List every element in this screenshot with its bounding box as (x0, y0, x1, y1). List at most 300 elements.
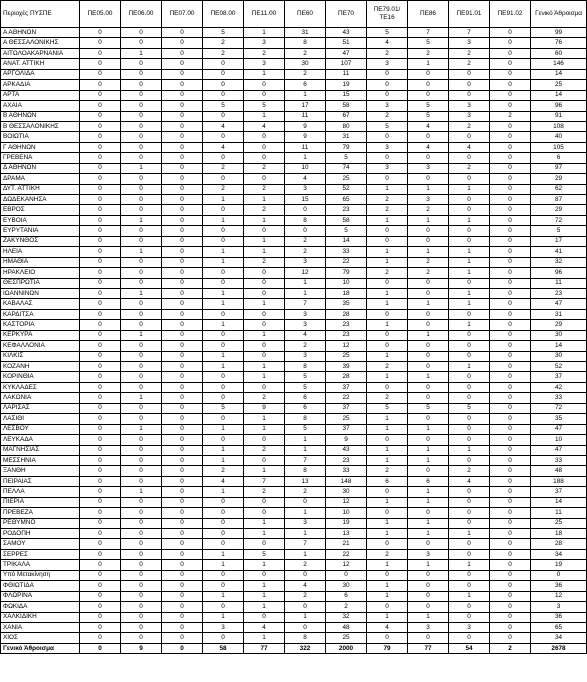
value-cell[interactable]: 1 (367, 247, 408, 257)
value-cell[interactable]: 0 (490, 560, 531, 570)
value-cell[interactable]: 1 (367, 497, 408, 507)
value-cell[interactable]: 0 (408, 539, 449, 549)
value-cell[interactable]: 0 (162, 309, 203, 319)
value-cell[interactable]: 0 (80, 320, 121, 330)
region-cell[interactable]: ΒΟΙΩΤΙΑ (1, 132, 80, 142)
value-cell[interactable]: 1 (408, 247, 449, 257)
value-cell[interactable]: 4 (203, 142, 244, 152)
value-cell[interactable]: 4 (408, 121, 449, 131)
value-cell[interactable]: 31 (326, 132, 367, 142)
value-cell[interactable]: 2 (285, 48, 326, 58)
value-cell[interactable]: 0 (449, 455, 490, 465)
value-cell[interactable]: 0 (244, 80, 285, 90)
value-cell[interactable]: 0 (162, 591, 203, 601)
value-cell[interactable]: 34 (531, 549, 587, 559)
value-cell[interactable]: 0 (121, 80, 162, 90)
value-cell[interactable]: 1 (449, 247, 490, 257)
value-cell[interactable]: 0 (162, 69, 203, 79)
value-cell[interactable]: 0 (490, 330, 531, 340)
value-cell[interactable]: 2 (285, 591, 326, 601)
total-cell[interactable]: 77 (244, 643, 285, 653)
value-cell[interactable]: 4 (244, 121, 285, 131)
region-cell[interactable]: ΛΕΣΒΟΥ (1, 424, 80, 434)
value-cell[interactable]: 39 (326, 362, 367, 372)
value-cell[interactable]: 3 (285, 518, 326, 528)
value-cell[interactable]: 79 (326, 268, 367, 278)
value-cell[interactable]: 1 (449, 184, 490, 194)
value-cell[interactable]: 1 (408, 560, 449, 570)
region-cell[interactable]: ΑΧΑΙΑ (1, 101, 80, 111)
value-cell[interactable]: 1 (244, 414, 285, 424)
value-cell[interactable]: 0 (203, 90, 244, 100)
value-cell[interactable]: 1 (244, 591, 285, 601)
value-cell[interactable]: 0 (80, 59, 121, 69)
value-cell[interactable]: 37 (326, 382, 367, 392)
value-cell[interactable]: 2 (408, 268, 449, 278)
value-cell[interactable]: 0 (408, 288, 449, 298)
value-cell[interactable]: 47 (531, 424, 587, 434)
value-cell[interactable]: 0 (449, 612, 490, 622)
value-cell[interactable]: 19 (326, 518, 367, 528)
value-cell[interactable]: 0 (121, 121, 162, 131)
value-cell[interactable]: 0 (449, 393, 490, 403)
value-cell[interactable]: 0 (490, 205, 531, 215)
value-cell[interactable]: 0 (367, 309, 408, 319)
value-cell[interactable]: 79 (326, 142, 367, 152)
value-cell[interactable]: 0 (203, 236, 244, 246)
value-cell[interactable]: 4 (203, 121, 244, 131)
value-cell[interactable]: 0 (490, 362, 531, 372)
value-cell[interactable]: 1 (408, 612, 449, 622)
region-cell[interactable]: ΡΟΔΟΠΗ (1, 529, 80, 539)
value-cell[interactable]: 0 (203, 508, 244, 518)
value-cell[interactable]: 10 (531, 435, 587, 445)
value-cell[interactable]: 1 (367, 299, 408, 309)
value-cell[interactable]: 15 (326, 90, 367, 100)
value-cell[interactable]: 31 (531, 309, 587, 319)
value-cell[interactable]: 14 (326, 236, 367, 246)
value-cell[interactable]: 0 (244, 132, 285, 142)
value-cell[interactable]: 8 (285, 466, 326, 476)
value-cell[interactable]: 1 (408, 445, 449, 455)
value-cell[interactable]: 1 (121, 393, 162, 403)
value-cell[interactable]: 0 (367, 487, 408, 497)
value-cell[interactable]: 0 (244, 341, 285, 351)
value-cell[interactable]: 0 (408, 309, 449, 319)
value-cell[interactable]: 0 (408, 591, 449, 601)
value-cell[interactable]: 0 (80, 69, 121, 79)
value-cell[interactable]: 0 (121, 268, 162, 278)
value-cell[interactable]: 0 (490, 529, 531, 539)
value-cell[interactable]: 35 (326, 299, 367, 309)
region-cell[interactable]: ΑΙΤΩΛΟΑΚΑΡΝΑΝΙΑ (1, 48, 80, 58)
value-cell[interactable]: 0 (490, 414, 531, 424)
value-cell[interactable]: 0 (490, 132, 531, 142)
value-cell[interactable]: 0 (80, 278, 121, 288)
value-cell[interactable]: 0 (244, 268, 285, 278)
region-cell[interactable]: Υπό Μετακίνηση (1, 570, 80, 580)
region-cell[interactable]: ΜΑΓΝΗΣΙΑΣ (1, 445, 80, 455)
value-cell[interactable]: 0 (203, 518, 244, 528)
total-label[interactable]: Γενικό Άθροισμα (1, 643, 80, 653)
value-cell[interactable]: 0 (490, 309, 531, 319)
value-cell[interactable]: 0 (285, 205, 326, 215)
value-cell[interactable]: 1 (285, 445, 326, 455)
value-cell[interactable]: 0 (449, 602, 490, 612)
value-cell[interactable]: 0 (121, 497, 162, 507)
value-cell[interactable]: 33 (531, 455, 587, 465)
total-cell[interactable]: 0 (162, 643, 203, 653)
value-cell[interactable]: 1 (367, 288, 408, 298)
value-cell[interactable]: 1 (449, 560, 490, 570)
region-cell[interactable]: ΚΟΡΙΝΘΙΑ (1, 372, 80, 382)
value-cell[interactable]: 0 (121, 226, 162, 236)
value-cell[interactable]: 47 (326, 48, 367, 58)
value-cell[interactable]: 0 (80, 497, 121, 507)
value-cell[interactable]: 48 (326, 622, 367, 632)
value-cell[interactable]: 28 (326, 372, 367, 382)
value-cell[interactable]: 11 (285, 111, 326, 121)
value-cell[interactable]: 30 (531, 330, 587, 340)
value-cell[interactable]: 0 (449, 90, 490, 100)
value-cell[interactable]: 0 (408, 362, 449, 372)
value-cell[interactable]: 13 (285, 476, 326, 486)
value-cell[interactable]: 0 (367, 570, 408, 580)
value-cell[interactable]: 9 (326, 435, 367, 445)
value-cell[interactable]: 0 (490, 90, 531, 100)
value-cell[interactable]: 0 (244, 435, 285, 445)
value-cell[interactable]: 0 (244, 508, 285, 518)
value-cell[interactable]: 30 (326, 487, 367, 497)
value-cell[interactable]: 2 (244, 205, 285, 215)
value-cell[interactable]: 1 (244, 518, 285, 528)
value-cell[interactable]: 1 (203, 299, 244, 309)
value-cell[interactable]: 37 (326, 424, 367, 434)
value-cell[interactable]: 0 (449, 570, 490, 580)
region-cell[interactable]: ΠΕΙΡΑΙΑΣ (1, 476, 80, 486)
value-cell[interactable]: 0 (80, 111, 121, 121)
value-cell[interactable]: 2 (367, 393, 408, 403)
value-cell[interactable]: 0 (203, 633, 244, 643)
value-cell[interactable]: 1 (367, 612, 408, 622)
value-cell[interactable]: 0 (408, 393, 449, 403)
value-cell[interactable]: 1 (244, 466, 285, 476)
value-cell[interactable]: 0 (244, 174, 285, 184)
value-cell[interactable]: 1 (203, 487, 244, 497)
value-cell[interactable]: 0 (121, 518, 162, 528)
value-cell[interactable]: 0 (80, 226, 121, 236)
value-cell[interactable]: 0 (80, 48, 121, 58)
value-cell[interactable]: 19 (326, 80, 367, 90)
value-cell[interactable]: 5 (408, 111, 449, 121)
value-cell[interactable]: 0 (285, 570, 326, 580)
value-cell[interactable]: 0 (162, 90, 203, 100)
value-cell[interactable]: 1 (449, 529, 490, 539)
value-cell[interactable]: 2 (408, 205, 449, 215)
value-cell[interactable]: 0 (80, 424, 121, 434)
total-cell[interactable]: 2678 (531, 643, 587, 653)
value-cell[interactable]: 23 (326, 455, 367, 465)
value-cell[interactable]: 7 (449, 28, 490, 38)
value-cell[interactable]: 4 (408, 142, 449, 152)
value-cell[interactable]: 0 (203, 414, 244, 424)
value-cell[interactable]: 1 (367, 320, 408, 330)
value-cell[interactable]: 0 (203, 132, 244, 142)
value-cell[interactable]: 0 (449, 205, 490, 215)
region-cell[interactable]: Γ ΑΘΗΝΩΝ (1, 142, 80, 152)
value-cell[interactable]: 65 (531, 622, 587, 632)
value-cell[interactable]: 0 (80, 132, 121, 142)
value-cell[interactable]: 1 (285, 288, 326, 298)
value-cell[interactable]: 0 (408, 508, 449, 518)
header-cell[interactable]: ΠΕ05.00 (80, 1, 121, 28)
value-cell[interactable]: 5 (531, 226, 587, 236)
value-cell[interactable]: 2 (285, 69, 326, 79)
value-cell[interactable]: 2 (367, 111, 408, 121)
value-cell[interactable]: 2 (449, 48, 490, 58)
value-cell[interactable]: 0 (449, 341, 490, 351)
value-cell[interactable]: 0 (408, 226, 449, 236)
value-cell[interactable]: 0 (80, 445, 121, 455)
value-cell[interactable]: 0 (326, 570, 367, 580)
value-cell[interactable]: 0 (121, 445, 162, 455)
value-cell[interactable]: 25 (531, 80, 587, 90)
value-cell[interactable]: 0 (80, 591, 121, 601)
value-cell[interactable]: 1 (285, 435, 326, 445)
value-cell[interactable]: 1 (408, 529, 449, 539)
value-cell[interactable]: 36 (531, 581, 587, 591)
value-cell[interactable]: 0 (80, 487, 121, 497)
value-cell[interactable]: 5 (203, 28, 244, 38)
value-cell[interactable]: 2 (408, 257, 449, 267)
header-cell[interactable]: ΠΕ70 (326, 1, 367, 28)
value-cell[interactable]: 2 (203, 466, 244, 476)
region-cell[interactable]: ΕΒΡΟΣ (1, 205, 80, 215)
value-cell[interactable]: 1 (244, 111, 285, 121)
value-cell[interactable]: 0 (121, 351, 162, 361)
value-cell[interactable]: 0 (80, 174, 121, 184)
value-cell[interactable]: 0 (203, 278, 244, 288)
value-cell[interactable]: 3 (285, 309, 326, 319)
region-cell[interactable]: ΕΥΒΟΙΑ (1, 215, 80, 225)
value-cell[interactable]: 1 (449, 215, 490, 225)
value-cell[interactable]: 0 (449, 132, 490, 142)
value-cell[interactable]: 5 (449, 403, 490, 413)
header-cell[interactable]: ΠΕ91.01 (449, 1, 490, 28)
value-cell[interactable]: 0 (80, 518, 121, 528)
region-cell[interactable]: ΑΡΓΟΛΙΔΑ (1, 69, 80, 79)
value-cell[interactable]: 22 (326, 257, 367, 267)
value-cell[interactable]: 0 (121, 455, 162, 465)
region-cell[interactable]: Δ ΑΘΗΝΩΝ (1, 163, 80, 173)
region-cell[interactable]: ΚΕΡΚΥΡΑ (1, 330, 80, 340)
value-cell[interactable]: 0 (162, 278, 203, 288)
value-cell[interactable]: 0 (162, 633, 203, 643)
value-cell[interactable]: 14 (531, 90, 587, 100)
value-cell[interactable]: 2 (244, 48, 285, 58)
value-cell[interactable]: 1 (408, 59, 449, 69)
value-cell[interactable]: 0 (490, 184, 531, 194)
value-cell[interactable]: 0 (162, 602, 203, 612)
value-cell[interactable]: 2 (367, 48, 408, 58)
value-cell[interactable]: 1 (408, 299, 449, 309)
value-cell[interactable]: 1 (408, 424, 449, 434)
value-cell[interactable]: 5 (408, 38, 449, 48)
region-cell[interactable]: ΕΥΡΥΤΑΝΙΑ (1, 226, 80, 236)
value-cell[interactable]: 3 (408, 163, 449, 173)
value-cell[interactable]: 0 (80, 570, 121, 580)
value-cell[interactable]: 0 (449, 69, 490, 79)
value-cell[interactable]: 35 (531, 414, 587, 424)
value-cell[interactable]: 3 (408, 195, 449, 205)
value-cell[interactable]: 0 (367, 278, 408, 288)
region-cell[interactable]: ΧΙΟΣ (1, 633, 80, 643)
value-cell[interactable]: 0 (162, 195, 203, 205)
value-cell[interactable]: 0 (162, 466, 203, 476)
value-cell[interactable]: 19 (531, 560, 587, 570)
value-cell[interactable]: 0 (80, 121, 121, 131)
value-cell[interactable]: 0 (490, 622, 531, 632)
value-cell[interactable]: 0 (408, 236, 449, 246)
value-cell[interactable]: 0 (408, 174, 449, 184)
value-cell[interactable]: 5 (244, 549, 285, 559)
value-cell[interactable]: 0 (408, 351, 449, 361)
value-cell[interactable]: 0 (162, 226, 203, 236)
value-cell[interactable]: 0 (162, 299, 203, 309)
value-cell[interactable]: 37 (326, 403, 367, 413)
value-cell[interactable]: 1 (244, 330, 285, 340)
value-cell[interactable]: 65 (326, 195, 367, 205)
region-cell[interactable]: ΔΥΤ. ΑΤΤΙΚΗ (1, 184, 80, 194)
value-cell[interactable]: 1 (244, 529, 285, 539)
value-cell[interactable]: 34 (531, 633, 587, 643)
value-cell[interactable]: 0 (121, 382, 162, 392)
region-cell[interactable]: Α ΘΕΣΣΑΛΟΝΙΚΗΣ (1, 38, 80, 48)
value-cell[interactable]: 2 (203, 163, 244, 173)
value-cell[interactable]: 0 (203, 602, 244, 612)
value-cell[interactable]: 3 (285, 320, 326, 330)
value-cell[interactable]: 67 (326, 111, 367, 121)
value-cell[interactable]: 0 (490, 163, 531, 173)
region-cell[interactable]: ΛΑΣΙΘΙ (1, 414, 80, 424)
header-cell[interactable]: ΠΕ91.02 (490, 1, 531, 28)
value-cell[interactable]: 1 (203, 549, 244, 559)
value-cell[interactable]: 11 (531, 278, 587, 288)
total-cell[interactable]: 2 (490, 643, 531, 653)
value-cell[interactable]: 48 (531, 466, 587, 476)
value-cell[interactable]: 0 (80, 299, 121, 309)
value-cell[interactable]: 0 (162, 341, 203, 351)
value-cell[interactable]: 0 (121, 372, 162, 382)
region-cell[interactable]: Β ΑΘΗΝΩΝ (1, 111, 80, 121)
value-cell[interactable]: 0 (121, 69, 162, 79)
value-cell[interactable]: 0 (244, 455, 285, 465)
value-cell[interactable]: 4 (285, 581, 326, 591)
value-cell[interactable]: 1 (203, 560, 244, 570)
region-cell[interactable]: ΞΑΝΘΗ (1, 466, 80, 476)
region-cell[interactable]: ΚΟΖΑΝΗ (1, 362, 80, 372)
value-cell[interactable]: 0 (408, 320, 449, 330)
value-cell[interactable]: 0 (203, 153, 244, 163)
value-cell[interactable]: 0 (162, 622, 203, 632)
value-cell[interactable]: 15 (285, 195, 326, 205)
value-cell[interactable]: 3 (285, 257, 326, 267)
value-cell[interactable]: 60 (531, 48, 587, 58)
value-cell[interactable]: 0 (162, 424, 203, 434)
value-cell[interactable]: 0 (367, 226, 408, 236)
value-cell[interactable]: 0 (203, 174, 244, 184)
value-cell[interactable]: 0 (162, 581, 203, 591)
header-cell[interactable]: ΠΕ60 (285, 1, 326, 28)
value-cell[interactable]: 0 (203, 59, 244, 69)
region-cell[interactable]: ΦΛΩΡΙΝΑ (1, 591, 80, 601)
value-cell[interactable]: 0 (80, 195, 121, 205)
region-cell[interactable]: ΘΕΣΠΡΩΤΙΑ (1, 278, 80, 288)
value-cell[interactable]: 2 (244, 445, 285, 455)
value-cell[interactable]: 30 (326, 581, 367, 591)
value-cell[interactable]: 4 (244, 622, 285, 632)
value-cell[interactable]: 58 (326, 101, 367, 111)
value-cell[interactable]: 1 (449, 288, 490, 298)
total-cell[interactable]: 54 (449, 643, 490, 653)
value-cell[interactable]: 13 (326, 529, 367, 539)
value-cell[interactable]: 0 (80, 330, 121, 340)
value-cell[interactable]: 91 (531, 111, 587, 121)
value-cell[interactable]: 0 (408, 153, 449, 163)
value-cell[interactable]: 11 (285, 142, 326, 152)
value-cell[interactable]: 17 (531, 236, 587, 246)
value-cell[interactable]: 23 (326, 330, 367, 340)
value-cell[interactable]: 0 (121, 633, 162, 643)
value-cell[interactable]: 0 (367, 236, 408, 246)
value-cell[interactable]: 1 (203, 288, 244, 298)
value-cell[interactable]: 1 (203, 351, 244, 361)
value-cell[interactable]: 6 (531, 153, 587, 163)
value-cell[interactable]: 0 (449, 330, 490, 340)
value-cell[interactable]: 0 (80, 90, 121, 100)
value-cell[interactable]: 0 (449, 424, 490, 434)
value-cell[interactable]: 1 (367, 455, 408, 465)
value-cell[interactable]: 1 (244, 28, 285, 38)
total-cell[interactable]: 9 (121, 643, 162, 653)
value-cell[interactable]: 14 (531, 69, 587, 79)
value-cell[interactable]: 0 (408, 435, 449, 445)
value-cell[interactable]: 1 (203, 362, 244, 372)
value-cell[interactable]: 1 (244, 247, 285, 257)
total-cell[interactable]: 322 (285, 643, 326, 653)
value-cell[interactable]: 0 (162, 372, 203, 382)
value-cell[interactable]: 0 (80, 539, 121, 549)
value-cell[interactable]: 0 (121, 257, 162, 267)
region-cell[interactable]: ΓΡΕΒΕΝΑ (1, 153, 80, 163)
value-cell[interactable]: 0 (490, 278, 531, 288)
value-cell[interactable]: 0 (408, 570, 449, 580)
value-cell[interactable]: 1 (408, 455, 449, 465)
value-cell[interactable]: 6 (285, 80, 326, 90)
value-cell[interactable]: 0 (121, 320, 162, 330)
value-cell[interactable]: 0 (203, 382, 244, 392)
value-cell[interactable]: 3 (367, 59, 408, 69)
value-cell[interactable]: 0 (490, 142, 531, 152)
value-cell[interactable]: 0 (80, 403, 121, 413)
value-cell[interactable]: 1 (367, 257, 408, 267)
value-cell[interactable]: 0 (162, 518, 203, 528)
value-cell[interactable]: 0 (121, 529, 162, 539)
value-cell[interactable]: 3 (408, 622, 449, 632)
value-cell[interactable]: 0 (80, 247, 121, 257)
value-cell[interactable]: 0 (121, 101, 162, 111)
value-cell[interactable]: 8 (285, 215, 326, 225)
